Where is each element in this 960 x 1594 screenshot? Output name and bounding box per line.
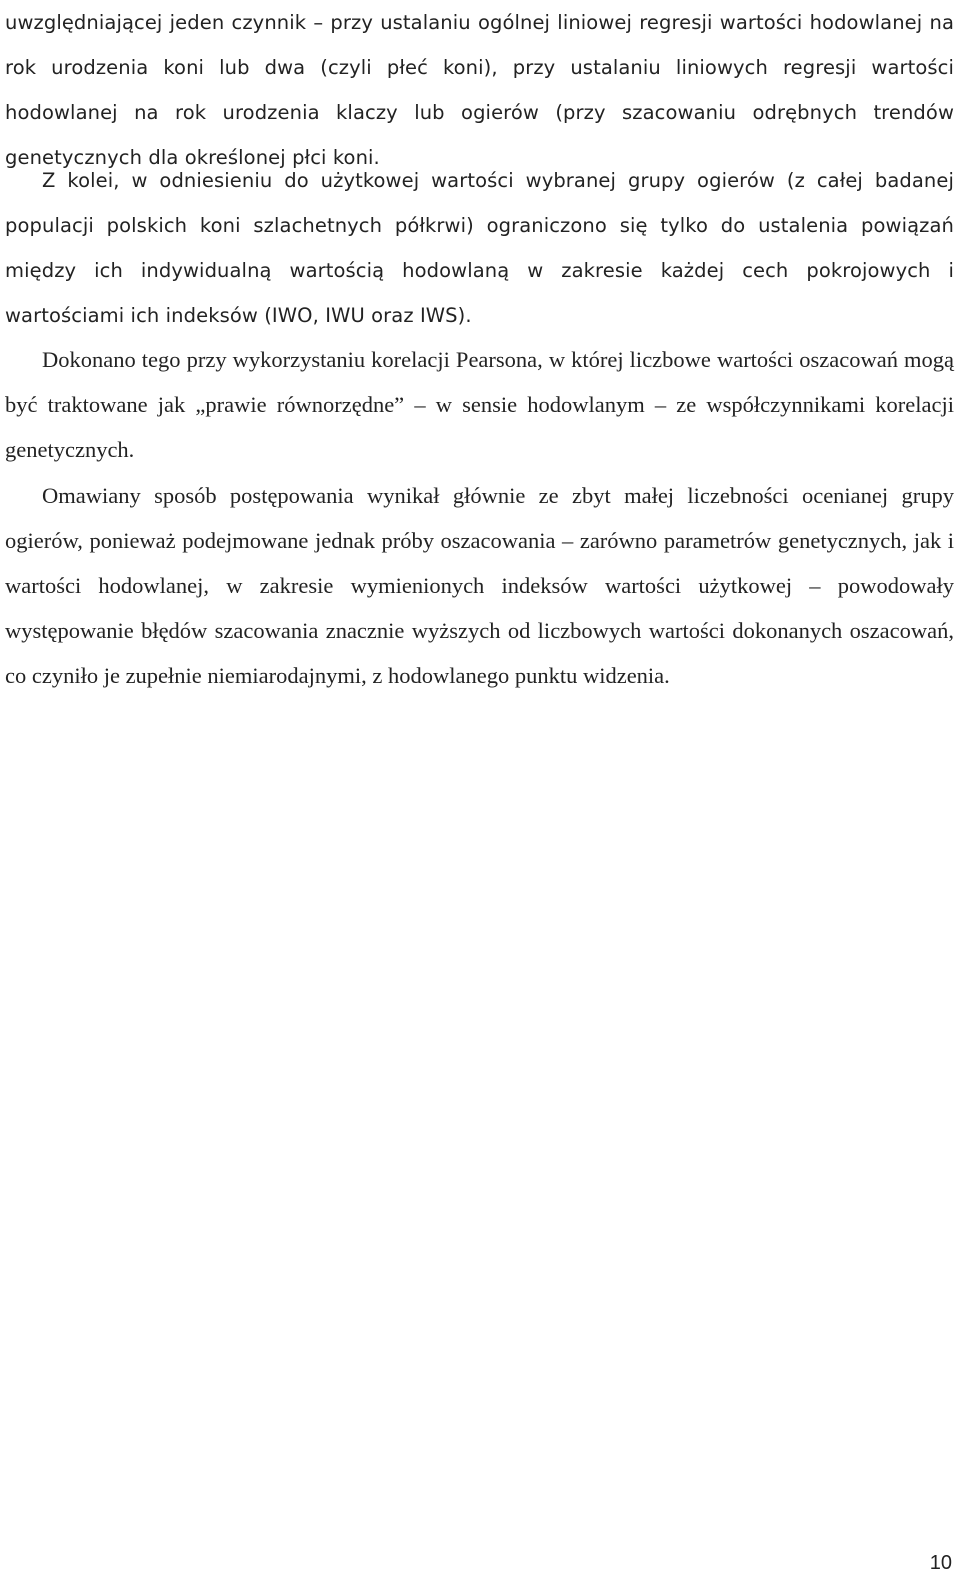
paragraph-pearson-correlation: Dokonano tego przy wykorzystaniu korelacji Pearsona, w której liczbowe wartości oszacowań mogą być traktowane jak „prawie równorzędne” – w sensie hodowlanym – ze współczynnikami korelacji genetycznych. <box>5 347 954 462</box>
paragraph-stallion-utility-value: Z kolei, w odniesieniu do użytkowej wartości wybranej grupy ogierów (z całej badanej populacji polskich koni szlachetnych półkrwi) ograniczono się tylko do ustalenia powiązań między ich indywidualną wartością hodowlaną w zakresie każdej cech pokrojowych i wartościami ich indeksów (IWO, IWU oraz IWS). <box>5 169 954 327</box>
paragraph-procedure-rationale: Omawiany sposób postępowania wynikał głównie ze zbyt małej liczebności ocenianej grupy ogierów, ponieważ podejmowane jednak próby oszacowania – zarówno parametrów genetycznych, jak i wartości hodowlanej, w zakresie wymienionych indeksów wartości użytkowej – powodowały występowanie błędów szacowania znacznie wyższych od liczbowych wartości dokonanych oszacowań, co czyniło je zupełnie niemiarodajnymi, z hodowlanego punktu widzenia. <box>5 483 954 688</box>
page-number: 10 <box>929 1552 952 1574</box>
paragraph-continued: uwzględniającej jeden czynnik – przy ustalaniu ogólnej liniowej regresji wartości hodowlanej na rok urodzenia koni lub dwa (czyli płeć koni), przy ustalaniu liniowych regresji wartości hodowlanej na rok urodzenia klaczy lub ogierów (przy szacowaniu odrębnych trendów genetycznych dla określonej płci koni. <box>5 11 954 169</box>
